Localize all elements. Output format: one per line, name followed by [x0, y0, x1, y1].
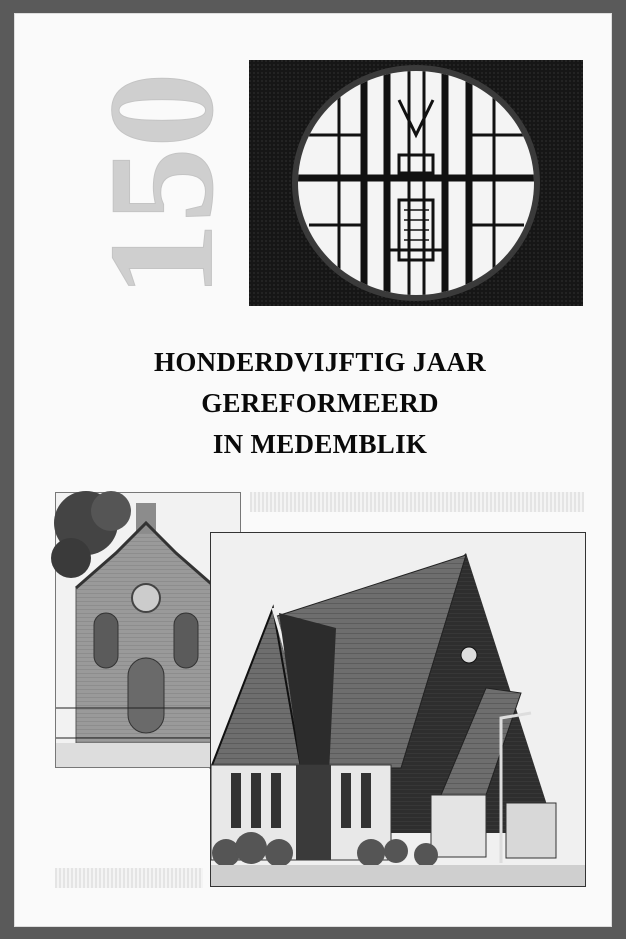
anniversary-number-text: 150	[78, 72, 245, 298]
decorative-stripe-bottom	[55, 868, 203, 888]
title-line-2: GEREFORMEERD	[201, 388, 439, 418]
decorative-stripe-top	[250, 492, 584, 512]
book-title	[90, 342, 550, 465]
title-line-1: HONDERDVIJFTIG JAAR	[154, 347, 486, 377]
round-window-photo	[249, 60, 583, 306]
new-church-photo	[210, 532, 586, 887]
title-line-3: IN MEDEMBLIK	[212, 429, 428, 459]
anniversary-number	[52, 60, 245, 310]
